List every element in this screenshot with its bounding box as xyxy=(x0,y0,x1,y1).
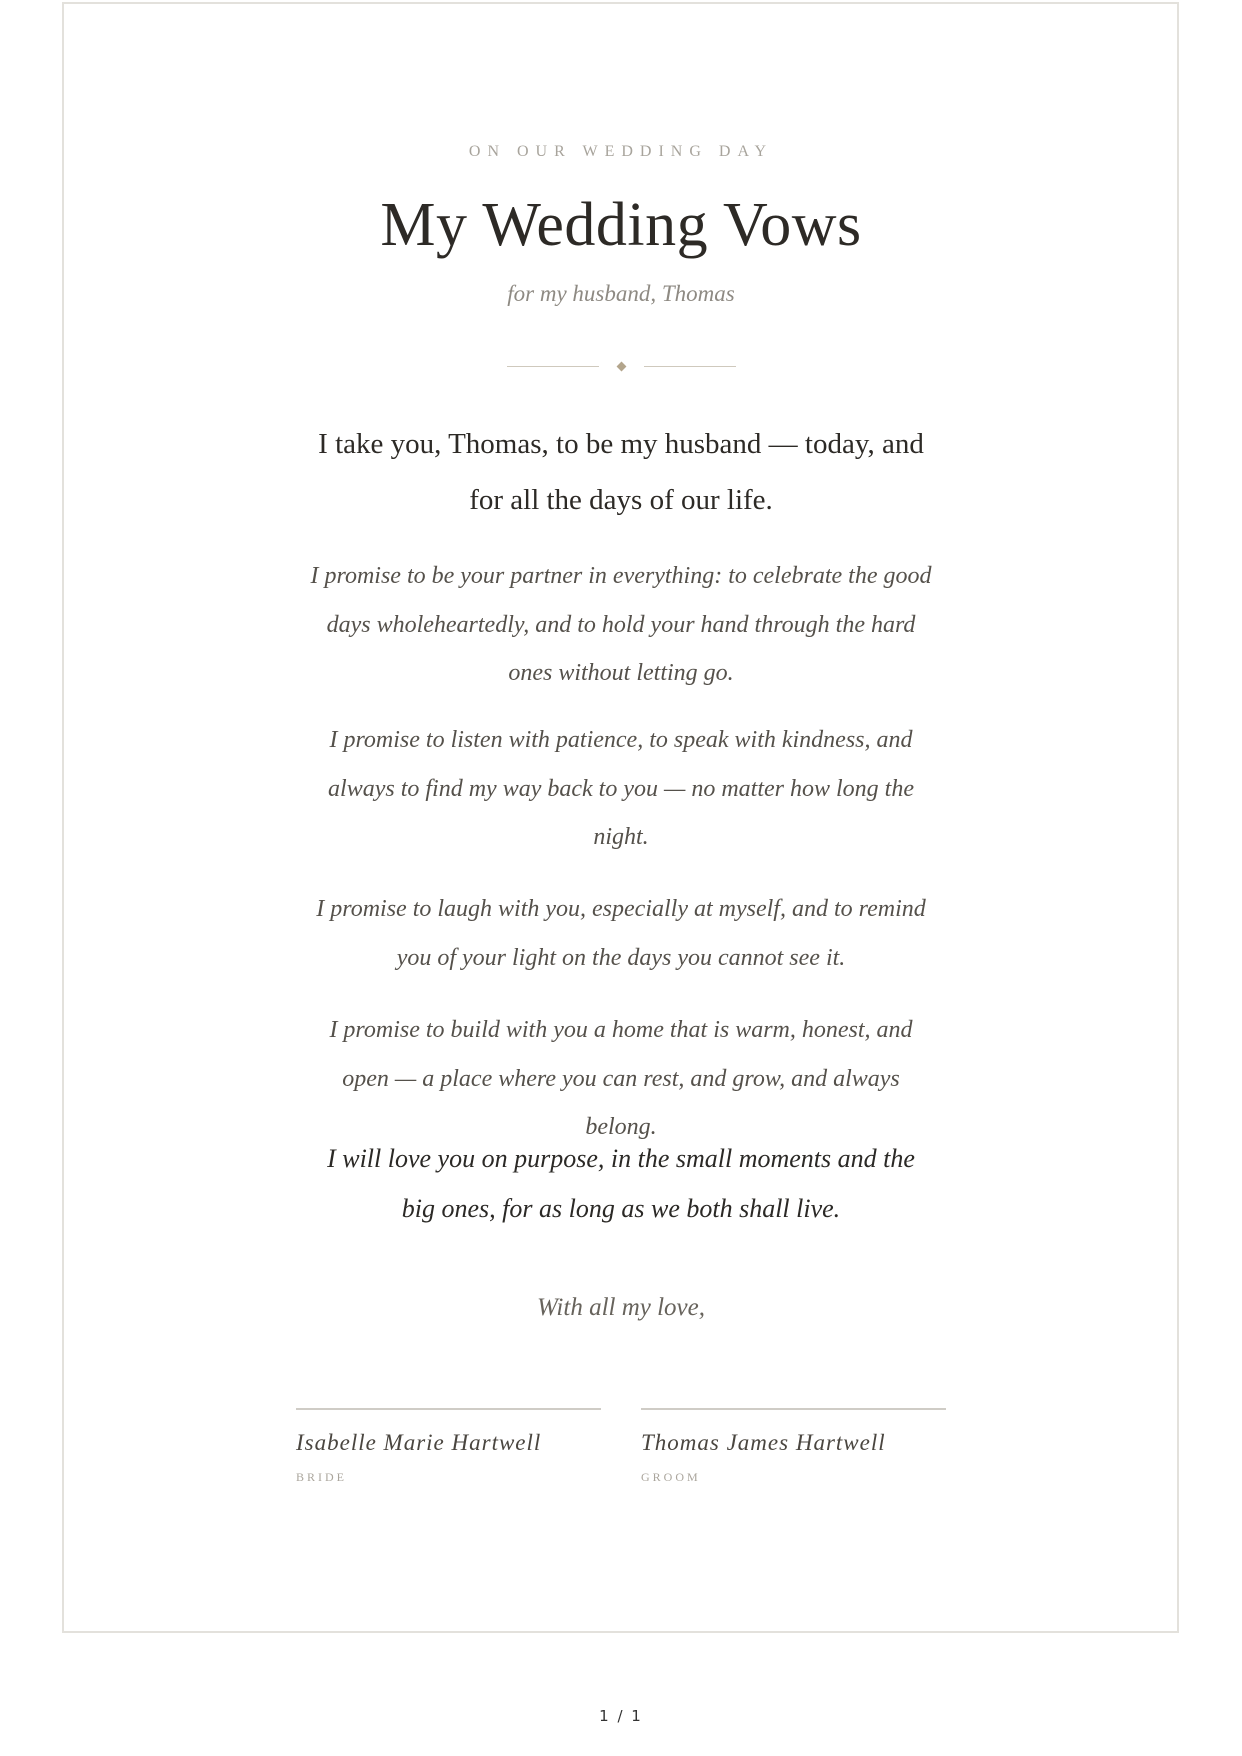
groom-signature-block xyxy=(641,1408,946,1485)
bride-signature-block xyxy=(296,1408,601,1485)
dedication-subtitle: for my husband, Thomas xyxy=(507,281,735,306)
vow-closing: I will love you on purpose, in the small moments and the big ones, for as long as we both shall live. xyxy=(327,1144,915,1223)
bride-role-label: BRIDE xyxy=(296,1470,347,1484)
vow-promise-3: I promise to laugh with you, especially at myself, and to remind you of your light on the days you cannot see it. xyxy=(316,896,926,971)
vow-promise-4: I promise to build with you a home that is warm, honest, and open — a place where you can rest, and grow, and always belong. xyxy=(329,1017,913,1140)
vow-promise-1: I promise to be your partner in everything: to celebrate the good days wholeheartedly, and to hold your hand through the hard ones without letting go. xyxy=(310,563,932,686)
signature-line xyxy=(296,1408,601,1410)
diamond-icon xyxy=(616,361,626,371)
ornament-divider xyxy=(0,356,1242,376)
divider-rule-right xyxy=(644,366,736,367)
vow-lead: I take you, Thomas, to be my husband — today, and for all the days of our life. xyxy=(318,428,924,516)
divider-rule-left xyxy=(507,366,599,367)
signature-line xyxy=(641,1408,946,1410)
page-title: My Wedding Vows xyxy=(380,191,862,259)
groom-role-label: GROOM xyxy=(641,1470,701,1484)
signoff-text: With all my love, xyxy=(536,1294,706,1321)
occasion-kicker: ON OUR WEDDING DAY xyxy=(468,143,774,160)
bride-name: Isabelle Marie Hartwell xyxy=(296,1430,542,1455)
vow-promise-2: I promise to listen with patience, to speak with kindness, and always to find my way back to you — no matter how long the night. xyxy=(328,727,914,850)
page-number: 1 / 1 xyxy=(599,1707,643,1725)
groom-name: Thomas James Hartwell xyxy=(641,1430,886,1455)
